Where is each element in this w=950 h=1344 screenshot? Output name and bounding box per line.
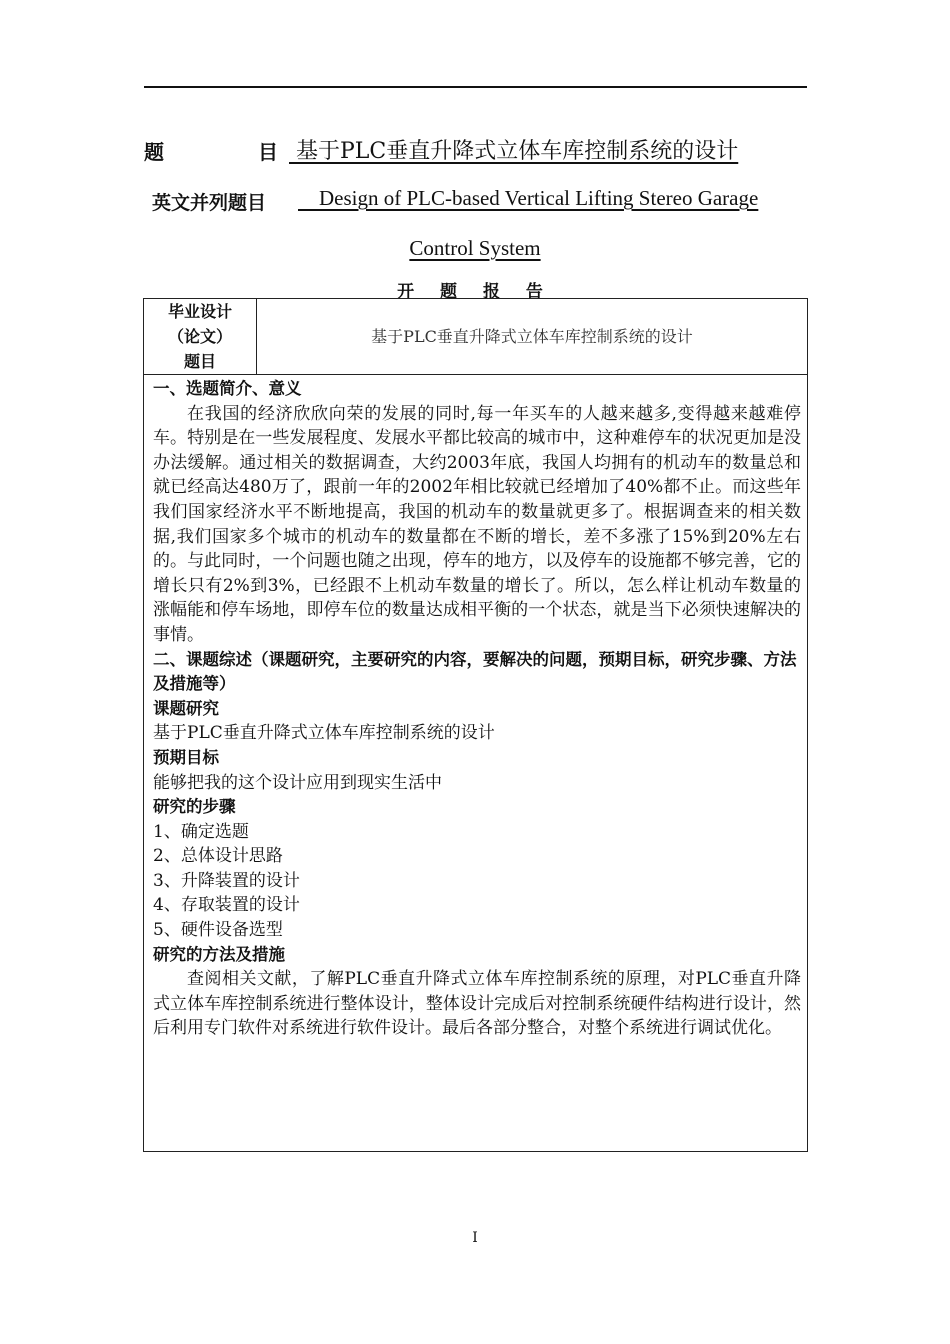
- proposal-table: [143, 298, 808, 1152]
- step-item: 4、存取装置的设计: [153, 895, 300, 916]
- english-title-line2: Control System: [409, 236, 541, 260]
- step-item: 5、硬件设备选型: [153, 920, 283, 941]
- thesis-title: 基于PLC垂直升降式立体车库控制系统的设计: [289, 139, 739, 164]
- step-item: 1、确定选题: [153, 821, 249, 842]
- label-line: 毕业设计: [167, 302, 232, 321]
- methods-text: 查阅相关文献，了解PLC垂直升降式立体车库控制系统的原理，对PLC垂直升降式立体车库控制系统进行整体设计，整体设计完成后对控制系统硬件结构进行设计，然后利用专门软件对系统进行软件设计。最后各部分整合，对整个系统进行调试优化。: [153, 969, 801, 1039]
- title-row: [144, 134, 807, 168]
- report-heading: 开 题 报 告: [397, 282, 553, 302]
- table-title-value: 基于PLC垂直升降式立体车库控制系统的设计: [371, 327, 693, 346]
- table-header-row: [144, 299, 807, 375]
- step-item: 2、总体设计思路: [153, 846, 283, 867]
- methods-label: 研究的方法及措施: [153, 944, 285, 964]
- english-title-label: 英文并列题目: [152, 192, 267, 214]
- english-title-line1: Design of PLC-based Vertical Lifting Stereo Garage: [298, 186, 759, 210]
- research-label: 课题研究: [153, 698, 219, 718]
- title-label-second-char: 目: [258, 140, 278, 164]
- proposal-content: [153, 377, 801, 1041]
- top-rule: [144, 86, 807, 88]
- english-title-row: [152, 186, 807, 216]
- section1-paragraph: 在我国的经济欣欣向荣的发展的同时,每一年买车的人越来越多,变得越来越难停车。特别是在一些发展程度、发展水平都比较高的城市中，这种难停车的状况更加是没办法缓解。通过相关的数据调查，大约2003年底，我国人均拥有的机动车的数量总和就已经高达480万了，跟前一年的2002年相比较就已经增加了40%都不止。而这些年我们国家经济水平不断地提高，我国的机动车的数量就更多了。根据调查来的相关数据,我们国家多个城市的机动车的数量都在不断的增长，差不多涨了15%到20%左右的。与此同时，一个问题也随之出现，停车的地方，以及停车的设施都不够完善，它的增长只有2%到3%，已经跟不上机动车数量的增长了。所以，怎么样让机动车数量的涨幅能和停车场地，即停车位的数量达成相平衡的一个状态，就是当下必须快速解决的事情。: [153, 403, 801, 645]
- section1-heading: 一、选题简介、意义: [153, 379, 302, 398]
- label-line: 题目: [183, 352, 216, 371]
- research-text: 基于PLC垂直升降式立体车库控制系统的设计: [153, 723, 495, 744]
- goal-label: 预期目标: [153, 747, 219, 767]
- label-line: （论文）: [167, 327, 232, 346]
- page-number: I: [472, 1230, 478, 1246]
- step-item: 3、升降装置的设计: [153, 870, 300, 891]
- title-label-first-char: 题: [144, 140, 164, 164]
- table-title-label: [144, 299, 257, 374]
- steps-label: 研究的步骤: [153, 797, 236, 817]
- section2-heading: 二、课题综述（课题研究，主要研究的内容，要解决的问题，预期目标，研究步骤、方法及措施等）: [153, 649, 797, 694]
- goal-text: 能够把我的这个设计应用到现实生活中: [153, 772, 442, 793]
